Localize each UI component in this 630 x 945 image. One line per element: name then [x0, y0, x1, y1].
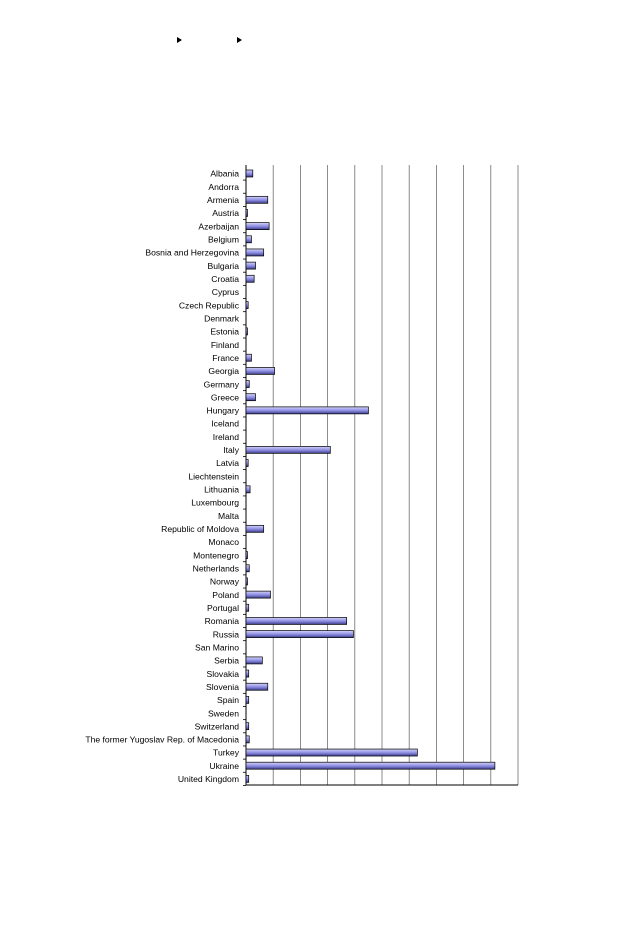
category-label: Germany [203, 379, 239, 390]
category-label: United Kingdom [177, 774, 239, 785]
category-label: Latvia [216, 458, 239, 469]
bar [246, 657, 262, 664]
category-label: Liechtenstein [188, 471, 239, 482]
category-label: Norway [209, 576, 239, 587]
category-label: Poland [212, 589, 239, 600]
bar [246, 223, 269, 230]
bar [246, 196, 268, 203]
category-label: Slovakia [206, 668, 239, 679]
bar [246, 394, 256, 401]
bar [246, 209, 248, 216]
bar [246, 236, 251, 243]
bar [246, 604, 249, 611]
bar [246, 552, 248, 559]
bar [246, 262, 256, 269]
bar [246, 736, 249, 743]
category-label: Sweden [207, 708, 239, 719]
category-label: Georgia [208, 366, 239, 377]
bar [246, 275, 254, 282]
category-label: Iceland [211, 418, 239, 429]
category-label: Netherlands [192, 563, 239, 574]
category-label: Andorra [208, 181, 239, 192]
category-label: Bulgaria [207, 260, 239, 271]
bar [246, 631, 353, 638]
category-label: Greece [210, 392, 239, 403]
category-label: Czech Republic [178, 300, 239, 311]
category-label: Spain [217, 695, 239, 706]
bar [246, 591, 270, 598]
category-label: Portugal [206, 602, 239, 613]
category-label: Austria [212, 208, 239, 219]
category-label: San Marino [195, 642, 239, 653]
category-label: Montenegro [193, 550, 239, 561]
bar [246, 525, 264, 532]
bar [246, 762, 495, 769]
bar [246, 446, 330, 453]
category-label: Bosnia and Herzegovina [145, 247, 239, 258]
bar [246, 249, 264, 256]
bar [246, 617, 347, 624]
category-label: Slovenia [206, 681, 239, 692]
bar [246, 407, 368, 414]
category-label: Albania [210, 168, 239, 179]
bar [246, 367, 275, 374]
category-label: France [212, 352, 239, 363]
category-label: Azerbaijan [198, 221, 239, 232]
bar [246, 696, 249, 703]
category-label: Malta [217, 510, 239, 521]
category-label: Serbia [214, 655, 239, 666]
category-label: Denmark [204, 313, 239, 324]
category-label: Belgium [207, 234, 239, 245]
bar [246, 565, 249, 572]
bar [246, 486, 250, 493]
category-label: Finland [210, 339, 239, 350]
category-label: Ukraine [209, 760, 239, 771]
category-label: Lithuania [204, 484, 239, 495]
bar [246, 683, 268, 690]
category-label: Ireland [212, 431, 239, 442]
bar [246, 302, 248, 309]
category-label: Switzerland [194, 721, 239, 732]
bar [246, 749, 417, 756]
category-label: Estonia [210, 326, 239, 337]
bar [246, 381, 249, 388]
category-label: Italy [223, 445, 239, 456]
category-label: Cyprus [211, 287, 239, 298]
bar [246, 170, 253, 177]
category-label: Romania [204, 616, 239, 627]
bar [246, 460, 248, 467]
category-label: Armenia [207, 195, 239, 206]
category-label: Monaco [208, 537, 239, 548]
bar [246, 670, 249, 677]
category-label: Republic of Moldova [161, 524, 239, 535]
bar [246, 723, 249, 730]
category-label: Hungary [206, 405, 239, 416]
category-label: Russia [212, 629, 239, 640]
bar [246, 578, 248, 585]
category-label: The former Yugoslav Rep. of Macedonia [85, 734, 239, 745]
bar [246, 328, 248, 335]
bar [246, 354, 251, 361]
bar [246, 775, 249, 782]
category-label: Turkey [213, 747, 239, 758]
category-label: Luxembourg [191, 497, 239, 508]
category-label: Croatia [211, 273, 239, 284]
